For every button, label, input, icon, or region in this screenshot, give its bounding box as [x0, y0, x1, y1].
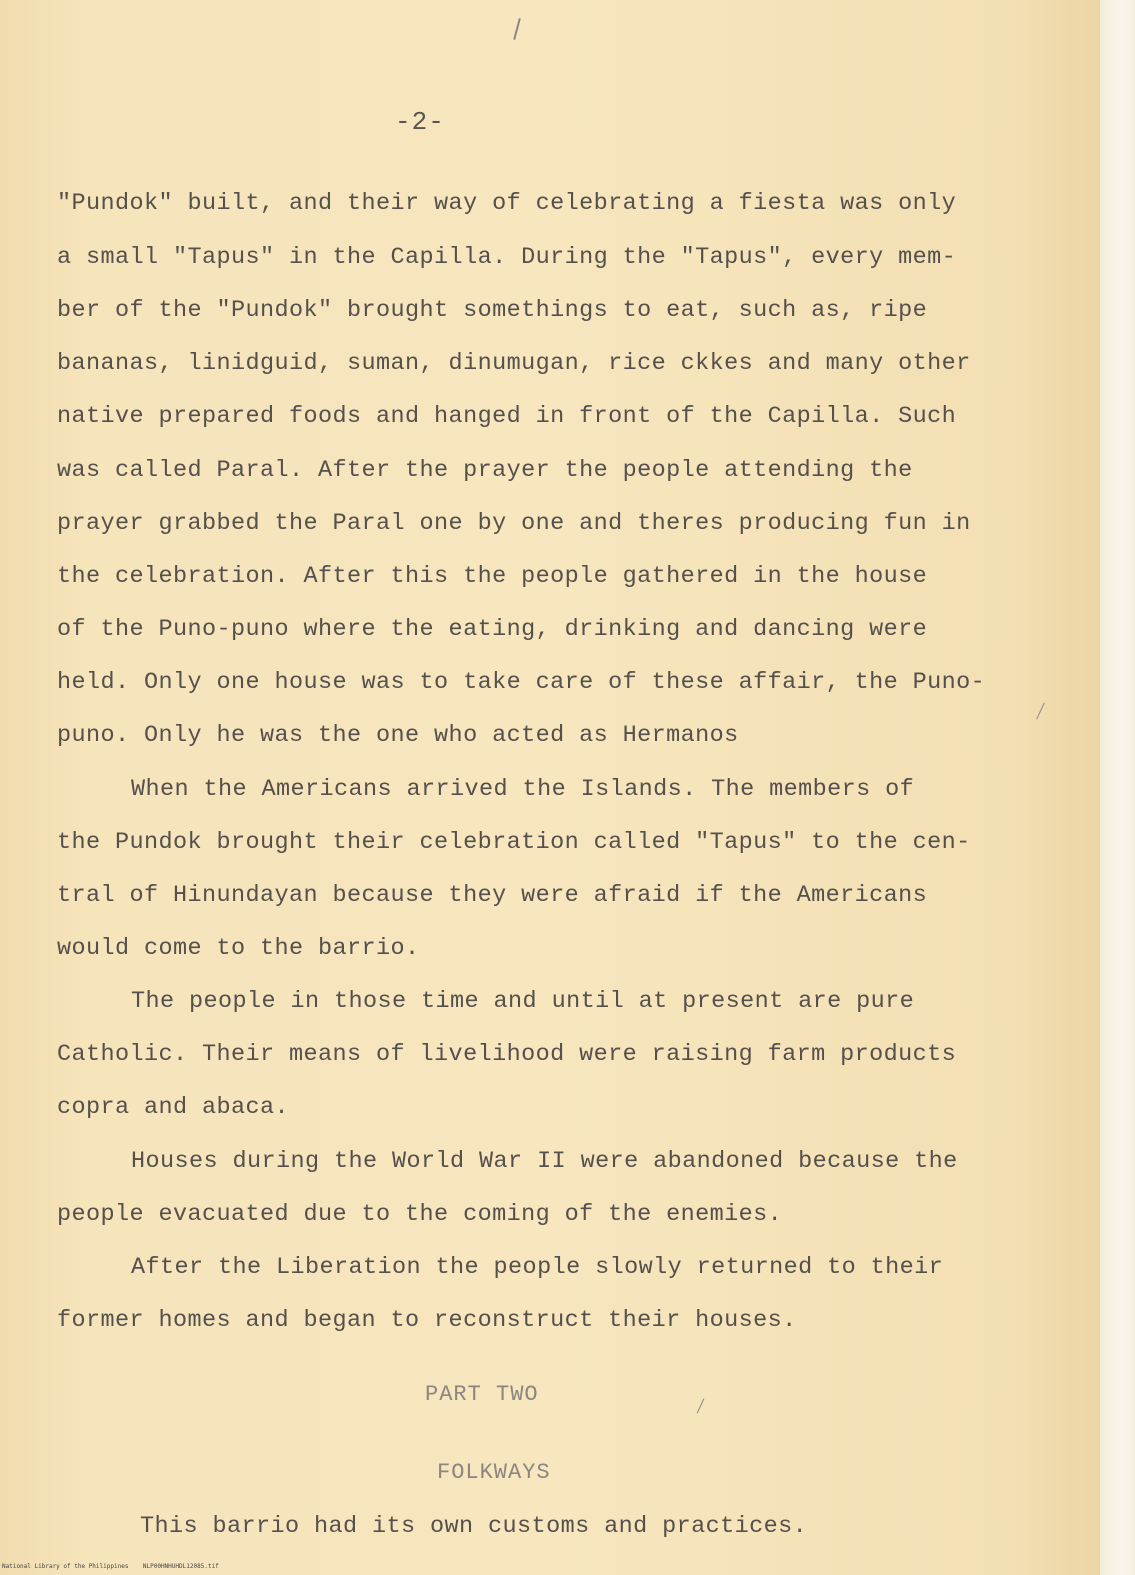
body-line: When the Americans arrived the Islands. The members of	[131, 776, 915, 803]
closing-line: This barrio had its own customs and practices.	[140, 1513, 808, 1540]
body-line: Catholic. Their means of livelihood were raising farm products	[57, 1041, 957, 1068]
body-line: The people in those time and until at present are pure	[131, 988, 915, 1015]
body-line: puno. Only he was the one who acted as Hermanos	[57, 722, 739, 749]
scan-footer: National Library of the Philippines NLP00HNHUHDL12085.tif	[2, 1563, 219, 1570]
body-line: would come to the barrio.	[57, 935, 420, 962]
body-line: prayer grabbed the Paral one by one and theres producing fun in	[57, 510, 971, 537]
page-edge	[1100, 0, 1135, 1575]
body-line: "Pundok" built, and their way of celebrating a fiesta was only	[57, 190, 957, 217]
body-line: ber of the "Pundok" brought somethings to eat, such as, ripe	[57, 297, 928, 324]
body-line: a small "Tapus" in the Capilla. During the "Tapus", every mem-	[57, 244, 957, 271]
body-line: native prepared foods and hanged in front of the Capilla. Such	[57, 403, 957, 430]
part-heading: PART TWO	[425, 1382, 539, 1407]
body-line: After the Liberation the people slowly returned to their	[131, 1254, 944, 1281]
body-line: people evacuated due to the coming of the enemies.	[57, 1201, 783, 1228]
body-line: tral of Hinundayan because they were afraid if the Americans	[57, 882, 928, 909]
body-line: of the Puno-puno where the eating, drinking and dancing were	[57, 616, 928, 643]
page-number: -2-	[395, 107, 445, 137]
body-line: bananas, linidguid, suman, dinumugan, rice ckkes and many other	[57, 350, 971, 377]
body-line: held. Only one house was to take care of these affair, the Puno-	[57, 669, 986, 696]
body-line: copra and abaca.	[57, 1094, 290, 1121]
body-line: former homes and began to reconstruct their houses.	[57, 1307, 797, 1334]
body-line: Houses during the World War II were abandoned because the	[131, 1148, 958, 1175]
body-line: was called Paral. After the prayer the people attending the	[57, 457, 913, 484]
body-line: the celebration. After this the people gathered in the house	[57, 563, 928, 590]
section-heading: FOLKWAYS	[437, 1460, 551, 1485]
body-line: the Pundok brought their celebration called "Tapus" to the cen-	[57, 829, 971, 856]
